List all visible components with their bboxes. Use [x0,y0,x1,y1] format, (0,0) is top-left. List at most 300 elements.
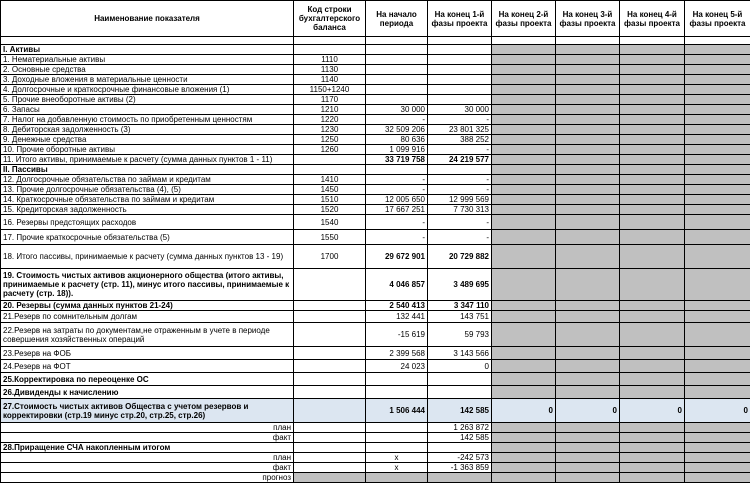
row-code: 1520 [294,205,366,215]
row-value-start [366,75,428,85]
row-value-p2 [492,373,556,386]
row-value-p5 [685,155,750,165]
table-row [1,230,750,245]
row-value-start: - [366,215,428,230]
row-code [294,347,366,360]
table-row [1,443,750,453]
row-value-start: 12 005 650 [366,195,428,205]
row-value-p1: 142 585 [428,399,492,423]
row-value-p1: 12 999 569 [428,195,492,205]
row-code: 1260 [294,145,366,155]
row-value-p1 [428,55,492,65]
table-row [1,269,750,301]
row-value-p3 [556,95,620,105]
row-value-p4 [620,95,685,105]
row-value-p1 [428,165,492,175]
row-value-p3 [556,443,620,453]
row-value-p1: 388 252 [428,135,492,145]
row-value-p1: - [428,185,492,195]
row-code: 1210 [294,105,366,115]
row-value-p3 [556,215,620,230]
row-value-p5 [685,185,750,195]
row-value-start [366,373,428,386]
row-value-start: 17 667 251 [366,205,428,215]
table-row [1,423,750,433]
row-value-p1: 24 219 577 [428,155,492,165]
row-label: 10. Прочие оборотные активы [1,145,294,155]
row-label: 22.Резерв на затраты по документам,не отраженным в учете в периоде совершения хозяйственных операций [1,323,294,347]
table-row [1,95,750,105]
row-code [294,453,366,463]
row-value-p5 [685,323,750,347]
row-value-p1: 3 489 695 [428,269,492,301]
row-value-p4 [620,125,685,135]
row-value-p4 [620,115,685,125]
row-value-p4 [620,301,685,311]
row-value-p3 [556,85,620,95]
row-value-p3 [556,145,620,155]
row-code: 1170 [294,95,366,105]
row-value-p4 [620,155,685,165]
row-value-p5 [685,360,750,373]
row-value-start: - [366,230,428,245]
row-value-p5 [685,347,750,360]
row-code: 1220 [294,115,366,125]
row-code [294,373,366,386]
row-value-p1: 142 585 [428,433,492,443]
row-label: 11. Итого активы, принимаемые к расчету (сумма данных пунктов 1 - 11) [1,155,294,165]
row-value-p3 [556,45,620,55]
row-label: 4. Долгосрочные и краткосрочные финансовые вложения (1) [1,85,294,95]
row-value-start: -15 619 [366,323,428,347]
row-value-p2 [492,85,556,95]
table-row [1,135,750,145]
row-value-p4 [620,215,685,230]
row-value-p2 [492,105,556,115]
row-value-p1: 23 801 325 [428,125,492,135]
row-value-p2 [492,323,556,347]
row-value-p4 [620,195,685,205]
row-value-p5 [685,423,750,433]
row-value-p3 [556,433,620,443]
row-value-p2 [492,443,556,453]
row-label: 21.Резерв по сомнительным долгам [1,311,294,323]
table-row [1,386,750,399]
row-value-p2 [492,205,556,215]
row-value-p2 [492,145,556,155]
row-value-p2 [492,423,556,433]
row-value-p4 [620,65,685,75]
row-value-p2 [492,95,556,105]
row-value-p4 [620,245,685,269]
row-value-p3 [556,323,620,347]
table-row [1,155,750,165]
row-value-p5 [685,125,750,135]
row-code [294,165,366,175]
row-value-p2: 0 [492,399,556,423]
row-value-start: 32 509 206 [366,125,428,135]
table-row [1,75,750,85]
header-phase-3: На конец 3-й фазы проекта [556,1,620,37]
row-value-p2 [492,386,556,399]
row-value-p2 [492,269,556,301]
row-value-start [366,423,428,433]
row-value-p4 [620,105,685,115]
row-value-p5 [685,269,750,301]
row-value-p2 [492,473,556,483]
row-value-p3 [556,463,620,473]
row-value-p3 [556,55,620,65]
row-value-p1: 3 347 110 [428,301,492,311]
header-phase-4: На конец 4-й фазы проекта [620,1,685,37]
row-value-p1 [428,386,492,399]
row-value-p3 [556,269,620,301]
row-value-p3 [556,115,620,125]
row-label: 20. Резервы (сумма данных пунктов 21-24) [1,301,294,311]
table-row [1,115,750,125]
row-value-p5 [685,195,750,205]
row-value-p4 [620,373,685,386]
table-row [1,463,750,473]
row-label: 6. Запасы [1,105,294,115]
row-value-p1: - [428,145,492,155]
row-value-p4 [620,175,685,185]
row-label: факт [1,463,294,473]
row-label: I. Активы [1,45,294,55]
row-label: 14. Краткосрочные обязательства по займам и кредитам [1,195,294,205]
row-value-start [366,95,428,105]
header-name: Наименование показателя [1,1,294,37]
spacer-row [1,37,750,45]
row-value-p5 [685,433,750,443]
row-value-p2 [492,360,556,373]
row-value-start: 1 099 916 [366,145,428,155]
row-value-p3 [556,311,620,323]
row-value-p4 [620,230,685,245]
row-value-p2 [492,165,556,175]
row-value-start: 33 719 758 [366,155,428,165]
row-value-p2 [492,135,556,145]
row-code: 1140 [294,75,366,85]
row-value-p2 [492,301,556,311]
row-value-start: 2 399 568 [366,347,428,360]
row-value-p4 [620,386,685,399]
row-value-p1: - [428,215,492,230]
row-value-start: 80 636 [366,135,428,145]
row-label: план [1,423,294,433]
row-value-p2 [492,45,556,55]
row-value-p1 [428,95,492,105]
row-value-p3 [556,453,620,463]
row-label: 9. Денежные средства [1,135,294,145]
header-code: Код строки бухгалтерского баланса [294,1,366,37]
row-value-p4 [620,75,685,85]
table-row [1,245,750,269]
table-row [1,453,750,463]
row-value-p4 [620,185,685,195]
row-value-p5 [685,230,750,245]
row-value-p4 [620,433,685,443]
row-value-p3: 0 [556,399,620,423]
row-value-p1: 143 751 [428,311,492,323]
row-value-p1 [428,45,492,55]
row-value-p5 [685,473,750,483]
row-value-p5 [685,205,750,215]
row-value-p4 [620,473,685,483]
row-value-p5 [685,443,750,453]
row-value-start [366,85,428,95]
header-phase-5: На конец 5-й фазы проекта [685,1,750,37]
row-value-p3 [556,125,620,135]
row-code: 1510 [294,195,366,205]
row-label: 12. Долгосрочные обязательства по займам и кредитам [1,175,294,185]
row-value-p5 [685,373,750,386]
row-code: 1130 [294,65,366,75]
row-label: 24.Резерв на ФОТ [1,360,294,373]
row-value-p2 [492,65,556,75]
header-row [1,1,750,37]
table-row [1,125,750,135]
row-value-start: 4 046 857 [366,269,428,301]
row-value-start [366,443,428,453]
row-value-p5 [685,45,750,55]
table-row [1,65,750,75]
row-value-p4 [620,453,685,463]
row-label: 17. Прочие краткосрочные обязательства (5) [1,230,294,245]
row-code: 1410 [294,175,366,185]
row-code: 1150+1240 [294,85,366,95]
row-value-p1: - [428,115,492,125]
row-value-p4 [620,205,685,215]
row-value-p2 [492,155,556,165]
row-value-start: - [366,185,428,195]
row-label: 19. Стоимость чистых активов акционерного общества (итого активы, принимаемые к расчету (стр. 11), минус итого пассивы, принимаемые к расчету (стр. 18)). [1,269,294,301]
row-label: 18. Итого пассивы, принимаемые к расчету (сумма данных пунктов 13 - 19) [1,245,294,269]
row-value-p5 [685,245,750,269]
row-value-p5 [685,85,750,95]
row-value-p5 [685,115,750,125]
row-value-p3 [556,473,620,483]
row-value-start: - [366,115,428,125]
row-value-p5 [685,215,750,230]
row-value-start [366,165,428,175]
row-value-p3 [556,386,620,399]
row-value-p4: 0 [620,399,685,423]
row-code [294,323,366,347]
table-row [1,205,750,215]
row-value-p5 [685,95,750,105]
row-value-p1: 7 730 313 [428,205,492,215]
table-row [1,215,750,230]
row-value-p2 [492,311,556,323]
table-row [1,85,750,95]
row-value-start: 2 540 413 [366,301,428,311]
row-value-p1 [428,443,492,453]
table-row [1,175,750,185]
row-value-p2 [492,115,556,125]
row-value-p5 [685,105,750,115]
table-row [1,145,750,155]
table-row [1,433,750,443]
row-code [294,269,366,301]
row-label: прогноз [1,473,294,483]
row-value-p4 [620,360,685,373]
row-value-p4 [620,55,685,65]
row-value-p5 [685,311,750,323]
row-value-start: х [366,453,428,463]
row-value-p2 [492,245,556,269]
row-label: 1. Нематериальные активы [1,55,294,65]
table-row [1,195,750,205]
row-value-p4 [620,463,685,473]
row-value-p5: 0 [685,399,750,423]
table-row [1,45,750,55]
row-label: 3. Доходные вложения в материальные ценности [1,75,294,85]
table-row [1,301,750,311]
row-value-p4 [620,165,685,175]
row-value-p4 [620,423,685,433]
row-value-p5 [685,65,750,75]
row-code: 1230 [294,125,366,135]
row-value-p5 [685,165,750,175]
row-code: 1250 [294,135,366,145]
row-value-p3 [556,135,620,145]
row-value-p3 [556,165,620,175]
row-value-p3 [556,347,620,360]
row-code [294,386,366,399]
row-value-p5 [685,145,750,155]
row-value-p3 [556,185,620,195]
row-value-p1: - [428,230,492,245]
row-label: 25.Корректировка по переоценке ОС [1,373,294,386]
header-phase-1: На конец 1-й фазы проекта [428,1,492,37]
row-label: 7. Налог на добавленную стоимость по приобретенным ценностям [1,115,294,125]
row-label: 28.Приращение СЧА накопленным итогом [1,443,294,453]
row-value-p1 [428,373,492,386]
row-value-p3 [556,230,620,245]
row-value-p3 [556,105,620,115]
row-value-p4 [620,311,685,323]
row-value-p3 [556,65,620,75]
row-value-start: 132 441 [366,311,428,323]
row-value-start [366,433,428,443]
table-row [1,373,750,386]
row-label: II. Пассивы [1,165,294,175]
row-value-p2 [492,463,556,473]
row-value-p1: -1 363 859 [428,463,492,473]
row-value-p4 [620,347,685,360]
row-value-p1: -242 573 [428,453,492,463]
table-row [1,105,750,115]
row-code [294,301,366,311]
row-value-p4 [620,269,685,301]
row-label: 15. Кредиторская задолженность [1,205,294,215]
row-value-p2 [492,347,556,360]
row-value-p1 [428,75,492,85]
row-label: план [1,453,294,463]
row-value-p2 [492,185,556,195]
row-label: 23.Резерв на ФОБ [1,347,294,360]
row-code [294,423,366,433]
row-value-p4 [620,443,685,453]
row-value-p4 [620,323,685,347]
row-value-p3 [556,75,620,85]
row-label: 8. Дебиторская задолженность (3) [1,125,294,135]
row-value-p2 [492,175,556,185]
row-value-p2 [492,433,556,443]
row-value-p5 [685,463,750,473]
row-code: 1110 [294,55,366,65]
row-value-p1: 20 729 882 [428,245,492,269]
row-value-p2 [492,75,556,85]
row-value-p3 [556,205,620,215]
row-value-p5 [685,75,750,85]
row-value-p5 [685,135,750,145]
row-value-p1: 3 143 566 [428,347,492,360]
row-code: 1540 [294,215,366,230]
table-row [1,347,750,360]
row-value-start: 29 672 901 [366,245,428,269]
row-code [294,443,366,453]
table-row [1,55,750,65]
row-code [294,473,366,483]
row-value-start [366,473,428,483]
row-value-p2 [492,230,556,245]
row-label: 13. Прочие долгосрочные обязательства (4), (5) [1,185,294,195]
header-phase-2: На конец 2-й фазы проекта [492,1,556,37]
row-code [294,155,366,165]
table-row [1,473,750,483]
row-label: 16. Резервы предстоящих расходов [1,215,294,230]
row-value-p1: 30 000 [428,105,492,115]
row-value-start: 24 023 [366,360,428,373]
row-value-p2 [492,195,556,205]
row-value-p3 [556,195,620,205]
row-value-p1: 1 263 872 [428,423,492,433]
row-value-p4 [620,145,685,155]
row-value-start: 30 000 [366,105,428,115]
row-value-start [366,55,428,65]
row-label: 26.Дивиденды к начислению [1,386,294,399]
row-code: 1700 [294,245,366,269]
row-value-p2 [492,215,556,230]
row-value-p5 [685,301,750,311]
row-value-p3 [556,360,620,373]
row-code [294,463,366,473]
table-row [1,360,750,373]
row-value-p5 [685,55,750,65]
row-value-p5 [685,386,750,399]
table-row [1,323,750,347]
row-code [294,360,366,373]
header-start: На начало периода [366,1,428,37]
row-value-start: - [366,175,428,185]
row-value-p3 [556,423,620,433]
row-value-start [366,45,428,55]
row-value-p3 [556,301,620,311]
row-value-p1: 59 793 [428,323,492,347]
row-value-p1: 0 [428,360,492,373]
row-value-p2 [492,453,556,463]
row-label: 27.Стоимость чистых активов Общества с учетом резервов и корректировки (стр.19 минус стр.20, стр.25, стр.26) [1,399,294,423]
table-row [1,185,750,195]
row-value-start [366,65,428,75]
row-code [294,45,366,55]
row-value-p2 [492,55,556,65]
row-value-p1 [428,85,492,95]
row-label: 5. Прочие внеоборотные активы (2) [1,95,294,105]
row-value-start [366,386,428,399]
